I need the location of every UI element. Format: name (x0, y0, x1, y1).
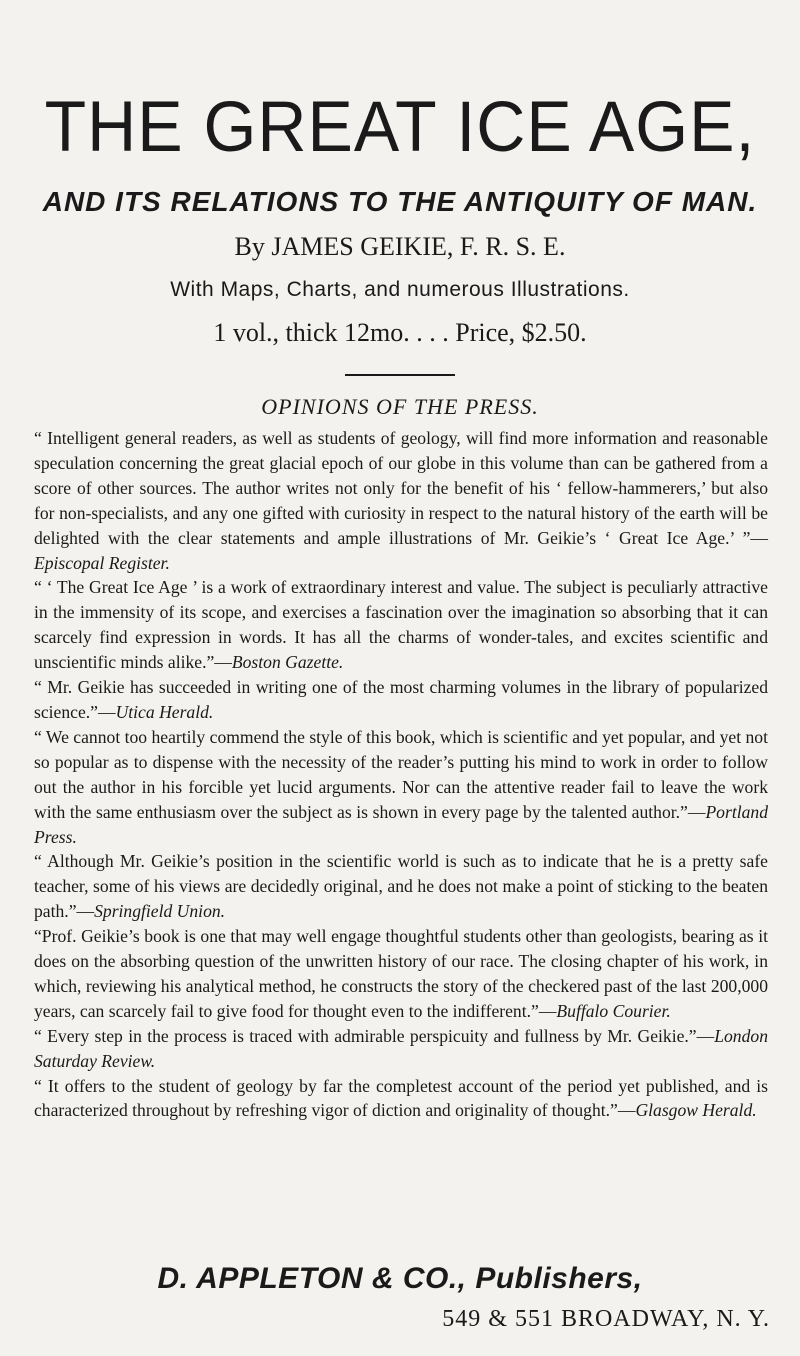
review-london-saturday-review (34, 1024, 768, 1074)
review-utica-herald (34, 675, 768, 725)
review-source: Utica Herald. (115, 701, 214, 722)
review-text: “ Intelligent general readers, as well as students of geology, will find more information and reasonable speculation concerning the great glacial epoch of our globe in this volume than can be gathered from a score of other sources. The author writes not only for the benefit of his ‘ fellow-hammerers,’ but also for non-specialists, and any one gifted with curiosity in respect to the natural history of the earth will be delighted with the clear statements and ample illustrations of Mr. Geikie’s ‘ Great Ice Age.’ ”— (34, 428, 768, 548)
author-line: By JAMES GEIKIE, F. R. S. E. (234, 232, 566, 261)
book-title: THE GREAT ICE AGE, (44, 87, 756, 167)
review-text: “ Every step in the process is traced with admirable perspicuity and fullness by Mr. Geikie.”— (34, 1025, 715, 1046)
review-buffalo-courier (34, 924, 768, 1024)
review-source: Buffalo Courier. (556, 1000, 671, 1021)
review-text: “ It offers to the student of geology by far the completest account of the period yet published, and is characterized throughout by refreshing vigor of diction and originality of thought.”— (34, 1075, 768, 1121)
volume-price-line: 1 vol., thick 12mo. . . . Price, $2.50. (213, 318, 587, 347)
review-text: “ Although Mr. Geikie’s position in the scientific world is such as to indicate that he is a pretty safe teacher, some of his views are decidedly original, and he does not make a point of sticking to the beaten path.”— (34, 851, 768, 922)
review-source: Boston Gazette. (231, 652, 344, 673)
book-subtitle: AND ITS RELATIONS TO THE ANTIQUITY OF MAN. (42, 186, 758, 217)
publisher-name: D. APPLETON & CO., Publishers, (157, 1262, 643, 1295)
review-source: London Saturday Review. (34, 1025, 768, 1071)
review-portland-press (34, 725, 768, 850)
review-text: “ We cannot too heartily commend the style of this book, which is scientific and yet popular, and yet not so popular as to dispense with the necessity of the reader’s putting his mind to work in order to follow out the author in his forcible yet lucid arguments. Nor can the attentive reader fail to leave the work with the same enthusiasm over the subject as is shown in every page by the talented author.”— (34, 726, 768, 822)
review-text: “Prof. Geikie’s book is one that may well engage thoughtful students other than geologists, bearing as it does on the absorbing question of the unwritten history of our race. The closing chapter of his work, in which, reviewing his analytical method, he constructs the story of the checkered past of the last 200,000 years, can scarcely fail to give food for thought even to the indifferent.”— (34, 926, 768, 1021)
divider-rule (345, 374, 455, 376)
review-episcopal-register (34, 426, 768, 575)
review-source: Portland Press. (34, 801, 768, 847)
review-boston-gazette (34, 575, 768, 675)
review-glasgow-herald (34, 1074, 768, 1124)
review-text: “ ‘ The Great Ice Age ’ is a work of extraordinary interest and value. The subject is peculiarly attractive in the immensity of its scope, and exercises a fascination over the imagination so absorbing that it can scarcely find expression in words. It has all the charms of wonder-tales, and excites scientific and unscientific minds alike.”— (34, 577, 768, 673)
review-springfield-union (34, 849, 768, 924)
publisher-address: 549 & 551 BROADWAY, N. Y. (442, 1306, 770, 1332)
review-source: Episcopal Register. (34, 552, 170, 573)
press-reviews (34, 426, 768, 1123)
opinions-heading: OPINIONS OF THE PRESS. (261, 394, 539, 419)
review-source: Springfield Union. (94, 901, 226, 922)
illustrations-line: With Maps, Charts, and numerous Illustrations. (170, 278, 630, 301)
review-source: Glasgow Herald. (635, 1100, 757, 1121)
review-text: “ Mr. Geikie has succeeded in writing one of the most charming volumes in the library of popularized science.”— (34, 677, 768, 722)
